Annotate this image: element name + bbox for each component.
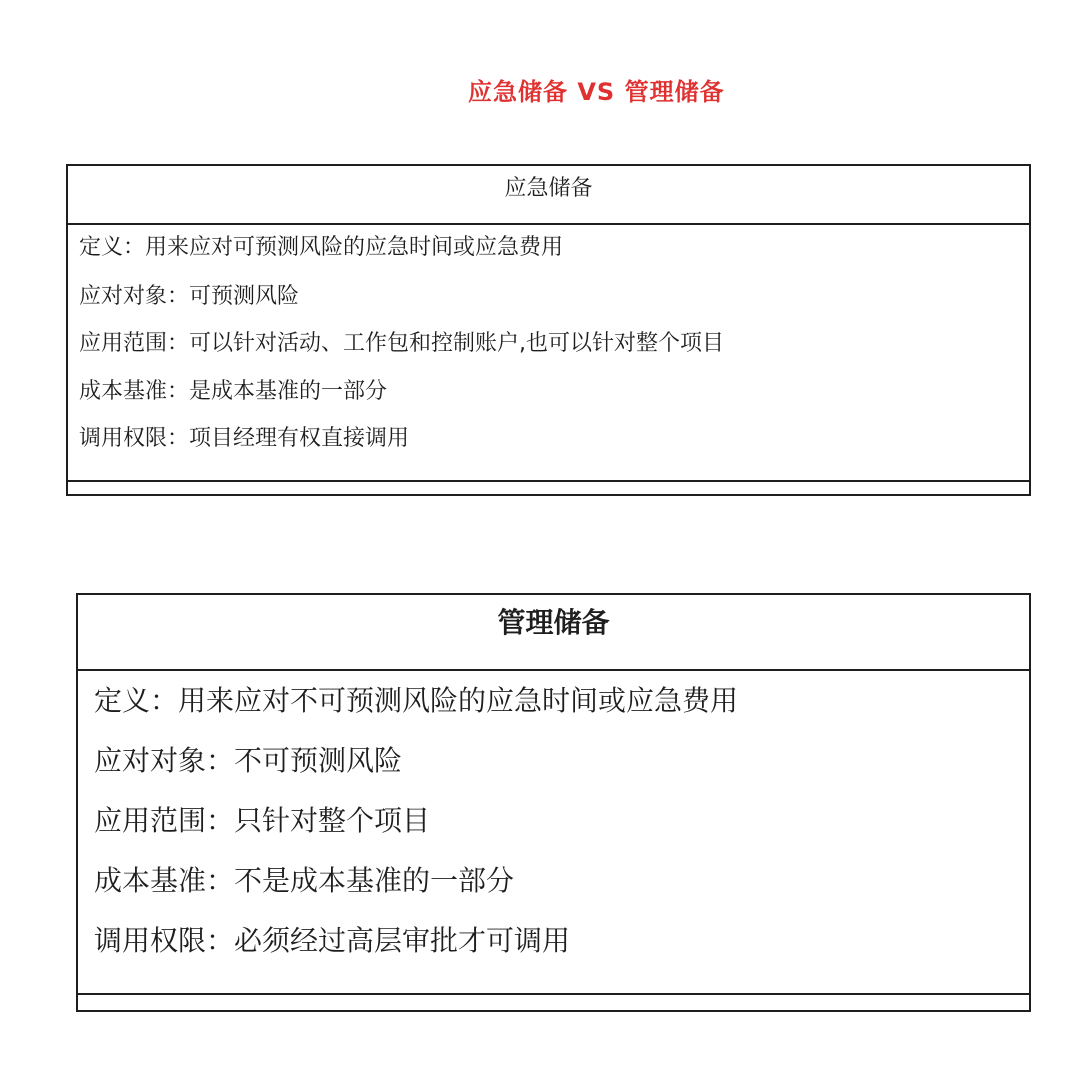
contingency-cost-baseline: 成本基准：是成本基准的一部分 <box>79 379 388 404</box>
contingency-reserve-card <box>66 164 1031 496</box>
management-cost-baseline: 成本基准：不是成本基准的一部分 <box>94 864 515 897</box>
management-reserve-footer <box>78 993 1029 1011</box>
contingency-reserve-footer <box>68 480 1029 496</box>
contingency-reserve-heading: 应急储备 <box>68 166 1029 225</box>
management-scope: 应用范围：只针对整个项目 <box>94 804 431 837</box>
contingency-authority: 调用权限：项目经理有权直接调用 <box>79 426 410 451</box>
management-definition: 定义：用来应对不可预测风险的应急时间或应急费用 <box>94 684 739 717</box>
contingency-definition: 定义：用来应对可预测风险的应急时间或应急费用 <box>79 235 564 260</box>
diagram-title: 应急储备 VS 管理储备 <box>468 78 725 106</box>
management-reserve-card <box>76 593 1031 1012</box>
contingency-target: 应对对象：可预测风险 <box>79 284 300 309</box>
management-reserve-heading: 管理储备 <box>78 595 1029 671</box>
management-target: 应对对象：不可预测风险 <box>94 744 403 777</box>
management-authority: 调用权限：必须经过高层审批才可调用 <box>94 924 571 957</box>
contingency-scope: 应用范围：可以针对活动、工作包和控制账户,也可以针对整个项目 <box>79 331 724 356</box>
